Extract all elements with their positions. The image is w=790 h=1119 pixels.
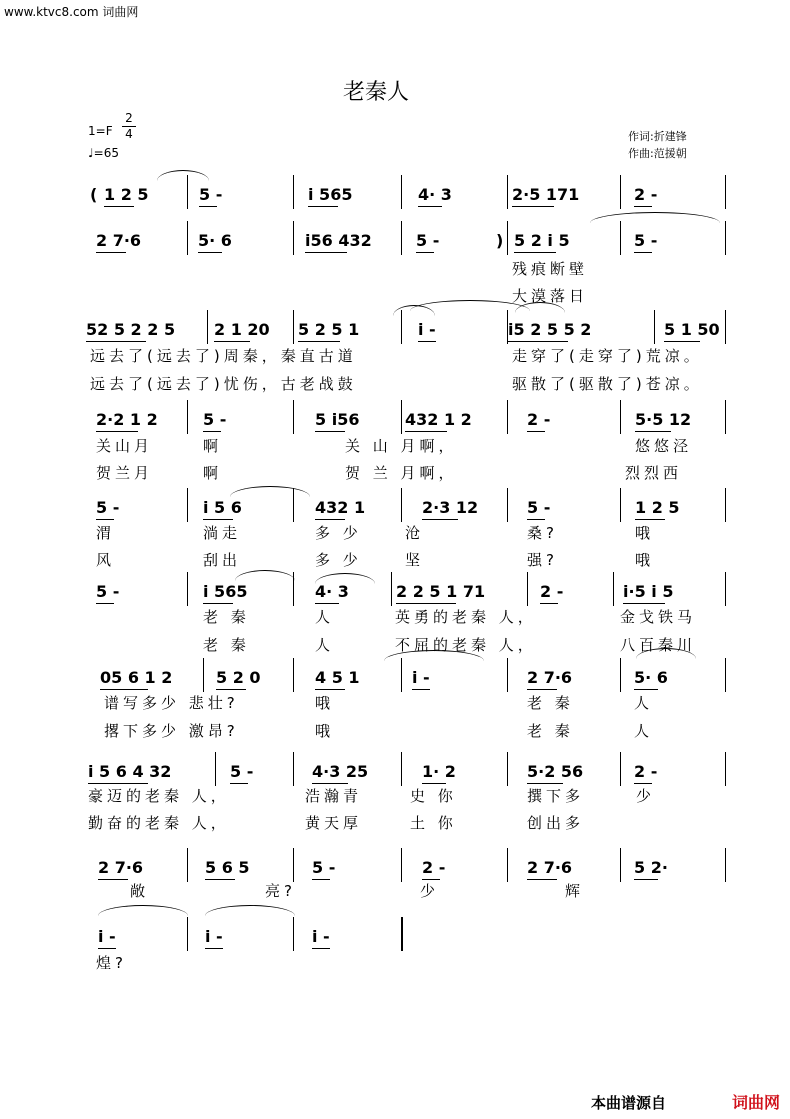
beam-underline: [315, 689, 345, 690]
note-group: 5 -: [96, 498, 120, 517]
lyric-text: 八百秦川: [620, 636, 697, 654]
bar-line: [620, 221, 621, 255]
bar-line: [725, 310, 726, 344]
lyric-text: 强?: [527, 551, 558, 569]
note-group: 4 5 1: [315, 668, 360, 687]
bar-line: [401, 488, 402, 522]
bar-line: [507, 752, 508, 786]
beam-underline: [96, 519, 114, 520]
beam-underline: [623, 603, 665, 604]
beam-underline: [508, 341, 568, 342]
lyric-text: 关山月: [96, 437, 154, 455]
lyric-text: 贺 兰 月啊，: [345, 464, 458, 482]
lyric-text: 浩瀚青: [305, 787, 363, 805]
note-group: i 565: [308, 185, 353, 204]
beam-underline: [205, 948, 223, 949]
lyric-text: 悠悠泾: [635, 437, 693, 455]
lyric-text: 勤奋的老秦 人，: [88, 814, 230, 832]
lyricist-credit: 作词:折建锋: [628, 130, 687, 143]
lyric-text: 豪迈的老秦 人，: [88, 787, 230, 805]
lyric-text: 远去了(远去了)周秦，秦直古道: [90, 347, 357, 365]
note-group: i 565: [203, 582, 248, 601]
bar-line: [401, 848, 402, 882]
lyric-text: 老 秦: [203, 636, 250, 654]
note-group: 432 1: [315, 498, 366, 517]
bar-line: [293, 400, 294, 434]
note-group: i -: [412, 668, 430, 687]
note-group: 2 7·6: [527, 668, 573, 687]
beam-underline: [634, 252, 652, 253]
note-group: 1 2 5: [104, 185, 149, 204]
source-note: 本曲谱源自: [590, 1094, 666, 1112]
bar-line: [620, 488, 621, 522]
bar-line: [507, 848, 508, 882]
lyric-text: 残痕断壁: [512, 260, 589, 278]
beam-underline: [96, 252, 126, 253]
lyric-text: 哦: [635, 551, 655, 569]
lyric-text: 桑?: [527, 524, 558, 542]
slur-arc: [315, 573, 375, 584]
beam-underline: [203, 603, 233, 604]
lyric-text: 土 你: [410, 814, 457, 832]
lyric-text: 老 秦: [527, 694, 574, 712]
bar-line: [725, 488, 726, 522]
note-group: i5 2 5 5 2: [508, 320, 592, 339]
beam-underline: [635, 519, 665, 520]
bar-line: [725, 572, 726, 606]
bar-line: [293, 658, 294, 692]
bar-line: [187, 917, 188, 951]
slur-arc: [205, 905, 295, 916]
lyric-text: 人: [315, 636, 335, 654]
lyric-text: 创出多: [527, 814, 585, 832]
bar-line: [401, 917, 403, 951]
lyric-text: 哦: [315, 694, 335, 712]
bar-line: [293, 917, 294, 951]
note-group: (: [90, 185, 98, 204]
lyric-text: 撰下多: [527, 787, 585, 805]
note-group: 2 7·6: [527, 858, 573, 877]
beam-underline: [527, 519, 545, 520]
beam-underline: [88, 783, 148, 784]
beam-underline: [405, 431, 447, 432]
note-group: 5 -: [312, 858, 336, 877]
lyric-text: 刮出: [203, 551, 242, 569]
lyric-text: 哦: [635, 524, 655, 542]
bar-line: [507, 221, 508, 255]
beam-underline: [634, 689, 658, 690]
note-group: 2 -: [634, 185, 658, 204]
lyric-text: 不屈的老秦 人，: [395, 636, 537, 654]
song-title: 老秦人: [343, 80, 410, 105]
lyric-text: 啊: [203, 437, 223, 455]
note-group: i 5 6: [203, 498, 242, 517]
beam-underline: [422, 519, 458, 520]
note-group: 5 1 50: [664, 320, 720, 339]
note-group: i -: [312, 927, 330, 946]
lyric-text: 烈烈西: [625, 464, 683, 482]
beam-underline: [199, 206, 217, 207]
bar-line: [654, 310, 655, 344]
note-group: i 5 6 4 32: [88, 762, 172, 781]
beam-underline: [527, 689, 557, 690]
lyric-text: 辉: [565, 882, 585, 900]
beam-underline: [96, 603, 114, 604]
beam-underline: [634, 206, 652, 207]
lyric-text: 淌走: [203, 524, 242, 542]
note-group: 5 -: [96, 582, 120, 601]
lyric-text: 贺兰月: [96, 464, 154, 482]
lyric-text: 老 秦: [203, 608, 250, 626]
note-group: 2 2 5 1 71: [396, 582, 486, 601]
note-group: 2·2 1 2: [96, 410, 158, 429]
lyric-text: 撂下多少 激昂?: [104, 722, 239, 740]
site-watermark: www.ktvc8.com 词曲网: [4, 5, 139, 19]
beam-underline: [308, 206, 338, 207]
lyric-text: 沧: [405, 524, 425, 542]
bar-line: [401, 175, 402, 209]
note-group: i -: [98, 927, 116, 946]
lyric-text: 谱写多少 悲壮?: [104, 694, 239, 712]
note-group: i -: [205, 927, 223, 946]
bar-line: [613, 572, 614, 606]
lyric-text: 煌?: [96, 954, 127, 972]
slur-arc: [157, 170, 209, 181]
lyric-text: 坚: [405, 551, 425, 569]
time-signature-top: 2: [125, 111, 133, 125]
bar-line: [507, 658, 508, 692]
lyric-text: 啊: [203, 464, 223, 482]
lyric-text: 敞: [130, 882, 150, 900]
note-group: 1· 2: [422, 762, 456, 781]
slur-arc: [235, 570, 295, 581]
beam-underline: [298, 341, 340, 342]
beam-underline: [86, 341, 146, 342]
note-group: 2 7·6: [96, 231, 142, 250]
bar-line: [725, 400, 726, 434]
bar-line: [203, 658, 204, 692]
beam-underline: [412, 689, 430, 690]
beam-underline: [305, 252, 347, 253]
lyric-text: 关 山 月啊，: [345, 437, 458, 455]
note-group: 2 1 20: [214, 320, 270, 339]
composer-credit: 作曲:范援朝: [628, 147, 687, 160]
beam-underline: [418, 206, 442, 207]
bar-line: [293, 175, 294, 209]
beam-underline: [98, 879, 128, 880]
note-group: 5 -: [203, 410, 227, 429]
note-group: 2 -: [540, 582, 564, 601]
note-group: 5 -: [634, 231, 658, 250]
beam-underline: [312, 879, 330, 880]
note-group: ): [496, 231, 504, 250]
note-group: 5·5 12: [635, 410, 692, 429]
bar-line: [620, 400, 621, 434]
beam-underline: [216, 689, 246, 690]
tempo-marking: ♩=65: [88, 146, 119, 160]
beam-underline: [540, 603, 558, 604]
beam-underline: [635, 431, 671, 432]
bar-line: [187, 221, 188, 255]
bar-line: [391, 572, 392, 606]
bar-line: [507, 175, 508, 209]
note-group: 2·5 171: [512, 185, 580, 204]
beam-underline: [422, 783, 446, 784]
beam-underline: [418, 341, 436, 342]
note-group: 2 7·6: [98, 858, 144, 877]
note-group: 2 -: [422, 858, 446, 877]
beam-underline: [312, 783, 348, 784]
beam-underline: [203, 519, 233, 520]
lyric-text: 人: [634, 722, 654, 740]
beam-underline: [96, 431, 138, 432]
beam-underline: [634, 783, 652, 784]
bar-line: [187, 400, 188, 434]
note-group: 5 -: [199, 185, 223, 204]
note-group: 5 2·: [634, 858, 668, 877]
bar-line: [401, 400, 402, 434]
beam-underline: [198, 252, 222, 253]
beam-underline: [315, 519, 345, 520]
brand-logo: 词曲网: [731, 1093, 780, 1112]
slur-arc: [590, 212, 720, 223]
lyric-text: 人: [634, 694, 654, 712]
beam-underline: [205, 879, 235, 880]
bar-line: [293, 310, 294, 344]
lyric-text: 英勇的老秦 人，: [395, 608, 537, 626]
lyric-text: 黄天厚: [305, 814, 363, 832]
note-group: 5· 6: [198, 231, 232, 250]
note-group: 5 2 i 5: [514, 231, 570, 250]
beam-underline: [203, 431, 221, 432]
beam-underline: [512, 206, 554, 207]
slur-arc: [98, 905, 188, 916]
lyric-text: 大漠落日: [512, 287, 589, 305]
bar-line: [620, 848, 621, 882]
bar-line: [725, 175, 726, 209]
bar-line: [293, 221, 294, 255]
lyric-text: 老 秦: [527, 722, 574, 740]
bar-line: [620, 175, 621, 209]
beam-underline: [312, 948, 330, 949]
time-signature-bottom: 4: [122, 126, 136, 142]
bar-line: [401, 752, 402, 786]
bar-line: [401, 221, 402, 255]
note-group: 5 -: [527, 498, 551, 517]
bar-line: [401, 658, 402, 692]
note-group: 2 -: [634, 762, 658, 781]
bar-line: [527, 572, 528, 606]
beam-underline: [230, 783, 248, 784]
note-group: i -: [418, 320, 436, 339]
beam-underline: [634, 879, 658, 880]
note-group: 5· 6: [634, 668, 668, 687]
beam-underline: [396, 603, 456, 604]
note-group: 5 6 5: [205, 858, 250, 877]
key-signature: 1=F: [88, 124, 113, 138]
note-group: 05 6 1 2: [100, 668, 173, 687]
note-group: 5 2 5 1: [298, 320, 360, 339]
bar-line: [187, 488, 188, 522]
lyric-text: 亮?: [265, 882, 296, 900]
note-group: 432 1 2: [405, 410, 472, 429]
bar-line: [187, 572, 188, 606]
bar-line: [507, 488, 508, 522]
lyric-text: 走穿了(走穿了)荒凉。: [512, 347, 703, 365]
bar-line: [725, 848, 726, 882]
bar-line: [215, 752, 216, 786]
lyric-text: 多 少: [315, 524, 362, 542]
lyric-text: 渭: [96, 524, 116, 542]
bar-line: [725, 221, 726, 255]
beam-underline: [527, 431, 545, 432]
lyric-text: 少: [636, 787, 656, 805]
note-group: 5 i56: [315, 410, 360, 429]
beam-underline: [514, 252, 556, 253]
lyric-text: 多 少: [315, 551, 362, 569]
lyric-text: 金戈铁马: [620, 608, 697, 626]
note-group: 1 2 5: [635, 498, 680, 517]
lyric-text: 人: [315, 608, 335, 626]
note-group: 52 5 2 2 5: [86, 320, 176, 339]
note-group: 4·3 25: [312, 762, 369, 781]
beam-underline: [527, 879, 557, 880]
note-group: i56 432: [305, 231, 372, 250]
lyric-text: 少: [420, 882, 440, 900]
note-group: 5 -: [230, 762, 254, 781]
bar-line: [725, 658, 726, 692]
note-group: 5 -: [416, 231, 440, 250]
beam-underline: [527, 783, 563, 784]
lyric-text: 史 你: [410, 787, 457, 805]
beam-underline: [98, 948, 116, 949]
lyric-text: 远去了(远去了)忧伤，古老战鼓: [90, 375, 357, 393]
beam-underline: [664, 341, 700, 342]
bar-line: [207, 310, 208, 344]
lyric-text: 风: [96, 551, 116, 569]
beam-underline: [315, 603, 339, 604]
bar-line: [620, 752, 621, 786]
beam-underline: [214, 341, 250, 342]
beam-underline: [100, 689, 148, 690]
lyric-text: 哦: [315, 722, 335, 740]
bar-line: [293, 848, 294, 882]
bar-line: [293, 752, 294, 786]
slur-arc: [230, 486, 310, 497]
note-group: 2 -: [527, 410, 551, 429]
time-signature: [122, 111, 136, 142]
beam-underline: [104, 206, 134, 207]
note-group: 5 2 0: [216, 668, 261, 687]
beam-underline: [315, 431, 345, 432]
bar-line: [507, 400, 508, 434]
bar-line: [507, 310, 508, 344]
note-group: i·5 i 5: [623, 582, 674, 601]
bar-line: [725, 752, 726, 786]
lyric-text: 驱散了(驱散了)苍凉。: [512, 375, 703, 393]
beam-underline: [416, 252, 434, 253]
note-group: 5·2 56: [527, 762, 584, 781]
note-group: 4· 3: [315, 582, 349, 601]
bar-line: [187, 848, 188, 882]
note-group: 4· 3: [418, 185, 452, 204]
note-group: 2·3 12: [422, 498, 479, 517]
bar-line: [620, 658, 621, 692]
